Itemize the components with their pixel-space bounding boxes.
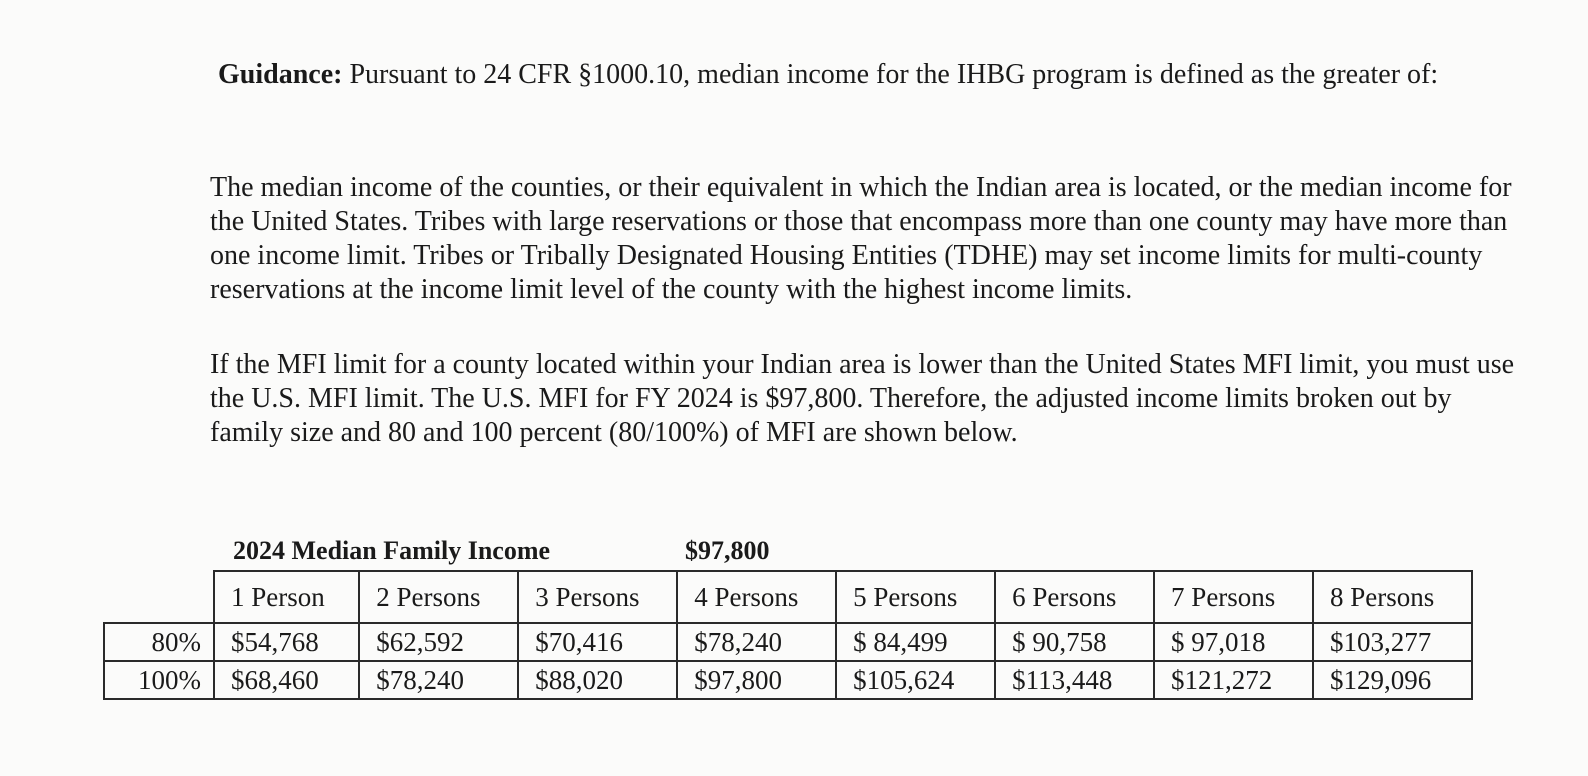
guidance-label: Guidance:	[218, 59, 343, 90]
row-label-100-percent: 100%	[104, 661, 214, 699]
table-cell: $78,240	[677, 623, 836, 661]
table-cell: $70,416	[518, 623, 677, 661]
column-header: 4 Persons	[677, 571, 836, 623]
column-header: 5 Persons	[836, 571, 995, 623]
table-cell: $54,768	[214, 623, 359, 661]
income-limits-table	[103, 570, 1473, 700]
table-cell: $129,096	[1313, 661, 1472, 699]
table-header-row	[104, 571, 1472, 623]
table-caption-value: $97,800	[685, 536, 770, 565]
guidance-text: Pursuant to 24 CFR §1000.10, median income for the IHBG program is defined as the greater of:	[349, 59, 1439, 90]
table-cell: $ 84,499	[836, 623, 995, 661]
table-cell: $62,592	[359, 623, 518, 661]
table-row	[104, 661, 1472, 699]
table-corner-cell	[104, 571, 214, 623]
column-header: 2 Persons	[359, 571, 518, 623]
table-cell: $113,448	[995, 661, 1154, 699]
guidance-paragraph	[218, 58, 1468, 92]
column-header: 7 Persons	[1154, 571, 1313, 623]
table-cell: $103,277	[1313, 623, 1472, 661]
table-cell: $ 90,758	[995, 623, 1154, 661]
table-caption-title: 2024 Median Family Income	[233, 536, 551, 565]
mfi-limit-paragraph: If the MFI limit for a county located within your Indian area is lower than the United States MFI limit, you must use the U.S. MFI limit. The U.S. MFI for FY 2024 is $97,800. Therefore, the adjusted income limits broken out by family size and 80 and 100 percent (80/100%) of MFI are shown below.	[210, 349, 1515, 448]
table-row	[104, 623, 1472, 661]
table-cell: $97,800	[677, 661, 836, 699]
column-header: 3 Persons	[518, 571, 677, 623]
column-header: 1 Person	[214, 571, 359, 623]
table-cell: $78,240	[359, 661, 518, 699]
column-header: 6 Persons	[995, 571, 1154, 623]
column-header: 8 Persons	[1313, 571, 1472, 623]
median-income-definition-paragraph: The median income of the counties, or their equivalent in which the Indian area is located, or the median income for the United States. Tribes with large reservations or those that encompass more than one county may have more than one income limit. Tribes or Tribally Designated Housing Entities (TDHE) may set income limits for multi-county reservations at the income limit level of the county with the highest income limits.	[210, 172, 1512, 305]
table-cell: $ 97,018	[1154, 623, 1313, 661]
table-cell: $68,460	[214, 661, 359, 699]
table-cell: $105,624	[836, 661, 995, 699]
row-label-80-percent: 80%	[104, 623, 214, 661]
table-cell: $121,272	[1154, 661, 1313, 699]
table-cell: $88,020	[518, 661, 677, 699]
